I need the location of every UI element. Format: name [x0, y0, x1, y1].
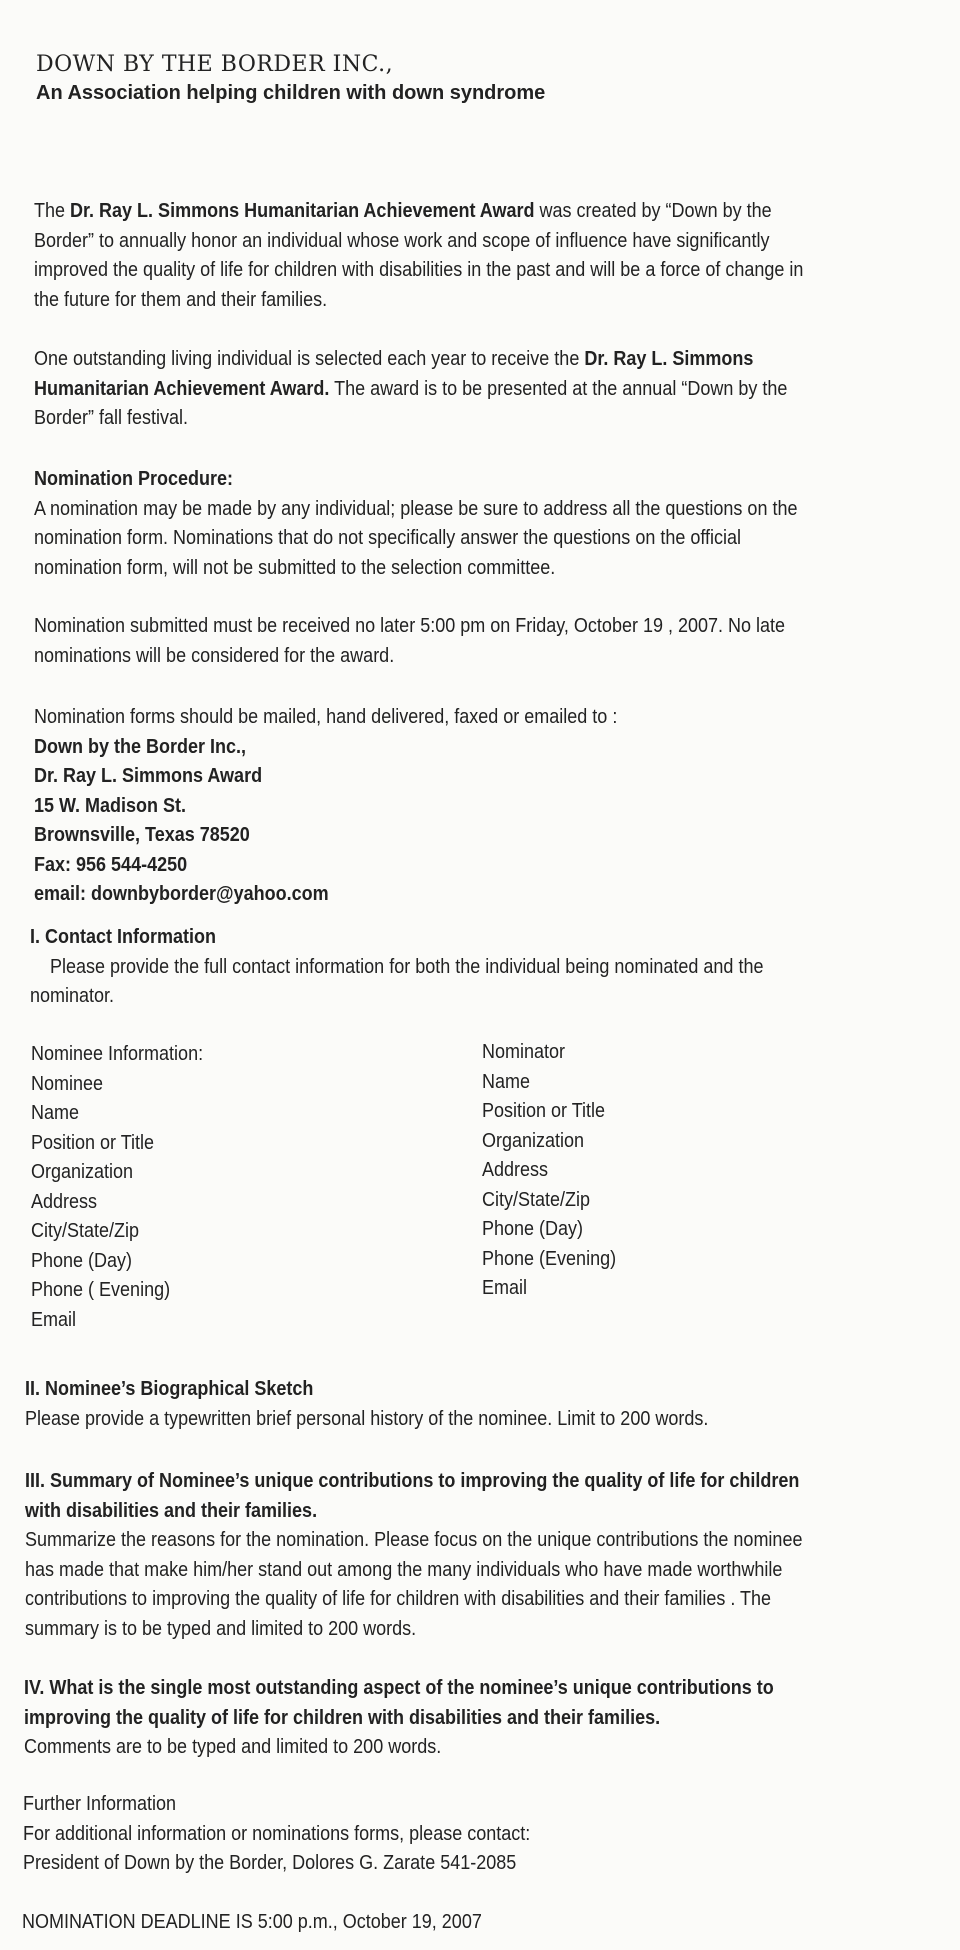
- further-line: For additional information or nominations forms, please contact:: [23, 1822, 531, 1845]
- further-line: President of Down by the Border, Dolores G. Zarate 541-2085: [23, 1852, 517, 1874]
- procedure-heading: Nomination Procedure:: [34, 468, 234, 490]
- nominee-field-label: Organization: [31, 1161, 134, 1183]
- nominator-field-label: City/State/Zip: [482, 1188, 591, 1211]
- organization-tagline: An Association helping children with down syndrome: [36, 82, 546, 104]
- deadline-line: nominations will be considered for the award.: [34, 644, 395, 667]
- intro-p1-line-4: the future for them and their families.: [34, 288, 328, 311]
- address-line: Down by the Border Inc.,: [34, 735, 247, 758]
- nominator-field-label: Phone (Day): [482, 1218, 584, 1240]
- section-most-outstanding-aspect: [24, 1674, 933, 1763]
- section-1-desc-line: nominator.: [30, 985, 115, 1007]
- email-line: email: downbyborder@yahoo.com: [34, 883, 329, 905]
- nominee-info-heading: Nominee Information:: [31, 1043, 204, 1065]
- intro-paragraph-2: [34, 345, 943, 434]
- intro-p1-line-1: The Dr. Ray L. Simmons Humanitarian Achievement Award was created by “Down by the: [34, 200, 772, 222]
- further-information: [23, 1790, 932, 1879]
- section-3-heading: with disabilities and their families.: [25, 1499, 318, 1522]
- section-3-desc-line: Summarize the reasons for the nomination. Please focus on the unique contributions the nominee: [25, 1529, 803, 1551]
- nominator-field-label: Position or Title: [482, 1100, 606, 1122]
- nominee-field-label: Phone (Day): [31, 1249, 133, 1272]
- mail-intro: Nomination forms should be mailed, hand delivered, faxed or emailed to :: [34, 706, 618, 728]
- section-3-heading: III. Summary of Nominee’s unique contributions to improving the quality of life for children: [25, 1470, 800, 1492]
- nominator-field-label: Phone (Evening): [482, 1247, 617, 1270]
- section-contact-information: [30, 923, 939, 1012]
- intro-p2-line-2: Humanitarian Achievement Award. The award is to be presented at the annual “Down by the: [34, 377, 788, 400]
- nominee-field-label: Name: [31, 1102, 80, 1124]
- procedure-line: nomination form, will not be submitted to the selection committee.: [34, 556, 556, 579]
- nominator-fields-column: [482, 1038, 932, 1304]
- award-name: Dr. Ray L. Simmons Humanitarian Achievement Award: [70, 200, 535, 222]
- nominator-field-label: Address: [482, 1159, 549, 1181]
- section-2-heading: II. Nominee’s Biographical Sketch: [25, 1378, 314, 1400]
- section-summary-of-contributions: [25, 1467, 934, 1644]
- nominator-field-label: Email: [482, 1277, 528, 1299]
- nominee-field-label: Nominee: [31, 1072, 104, 1095]
- section-4-heading: improving the quality of life for children with disabilities and their families.: [24, 1706, 661, 1729]
- section-4-desc: Comments are to be typed and limited to 200 words.: [24, 1736, 442, 1758]
- nominator-heading: Nominator: [482, 1041, 566, 1063]
- nominee-field-label: Email: [31, 1308, 77, 1331]
- nominee-field-label: Position or Title: [31, 1131, 155, 1154]
- fax-line: Fax: 956 544-4250: [34, 853, 188, 876]
- address-line: Brownsville, Texas 78520: [34, 824, 250, 846]
- section-3-desc-line: contributions to improving the quality of life for children with disabilities and their families . The: [25, 1588, 772, 1610]
- address-line: Dr. Ray L. Simmons Award: [34, 765, 263, 787]
- intro-p2-line-1: One outstanding living individual is selected each year to receive the Dr. Ray L. Simmons: [34, 348, 754, 370]
- section-1-heading: I. Contact Information: [30, 926, 217, 948]
- organization-name: DOWN BY THE BORDER INC.,: [36, 52, 394, 77]
- nominee-field-label: Address: [31, 1190, 98, 1213]
- nominee-field-label: Phone ( Evening): [31, 1279, 171, 1301]
- procedure-line: A nomination may be made by any individual; please be sure to address all the questions on the: [34, 497, 798, 520]
- intro-p1-line-2: Border” to annually honor an individual whose work and scope of influence have significantly: [34, 229, 770, 252]
- mailing-info: [34, 703, 943, 910]
- deadline-line: Nomination submitted must be received no later 5:00 pm on Friday, October 19 , 2007. No late: [34, 615, 786, 637]
- section-3-desc-line: summary is to be typed and limited to 200 words.: [25, 1617, 417, 1640]
- intro-p1-line-3: improved the quality of life for children with disabilities in the past and will be a force of change in: [34, 259, 804, 281]
- submission-deadline-paragraph: [34, 612, 943, 671]
- further-heading: Further Information: [23, 1793, 177, 1815]
- section-biographical-sketch: [25, 1375, 934, 1434]
- intro-p2-line-3: Border” fall festival.: [34, 407, 189, 429]
- address-line: 15 W. Madison St.: [34, 794, 187, 817]
- nominee-field-label: City/State/Zip: [31, 1220, 140, 1242]
- section-1-desc-line: Please provide the full contact information for both the individual being nominated and the: [30, 955, 764, 978]
- intro-paragraph-1: [34, 197, 943, 315]
- procedure-line: nomination form. Nominations that do not specifically answer the questions on the official: [34, 527, 742, 549]
- section-2-desc: Please provide a typewritten brief personal history of the nominee. Limit to 200 words.: [25, 1407, 709, 1430]
- deadline-notice: NOMINATION DEADLINE IS 5:00 p.m., October 19, 2007: [22, 1911, 482, 1933]
- nominator-field-label: Name: [482, 1070, 531, 1093]
- nomination-deadline: [22, 1908, 931, 1938]
- section-3-desc-line: has made that make him/her stand out among the many individuals who have made worthwhile: [25, 1558, 783, 1581]
- section-4-heading: IV. What is the single most outstanding aspect of the nominee’s unique contributions to: [24, 1677, 774, 1699]
- nomination-procedure: [34, 465, 943, 583]
- nominator-field-label: Organization: [482, 1129, 585, 1152]
